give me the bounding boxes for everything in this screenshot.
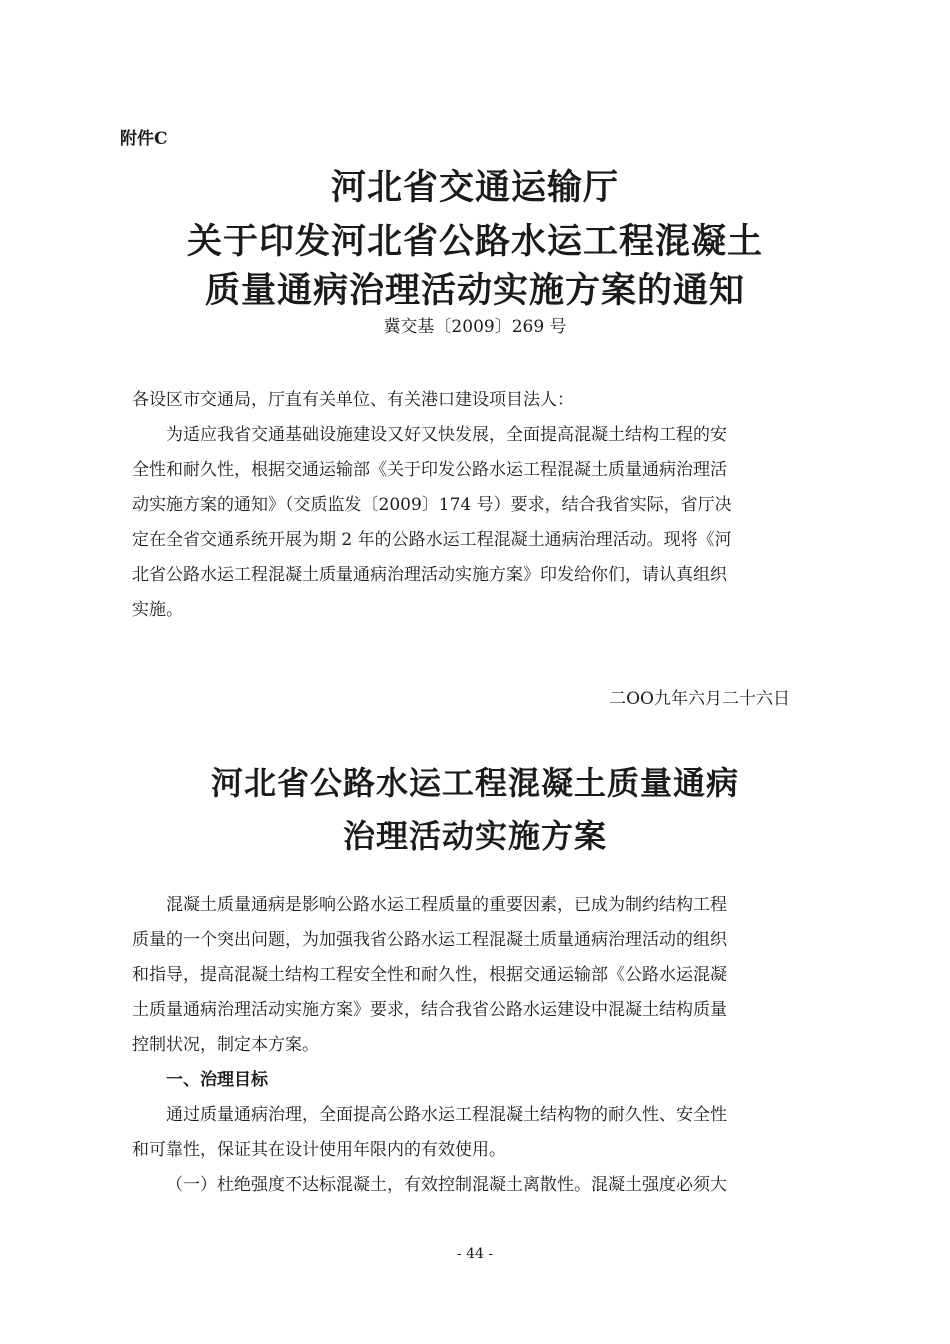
notice-title-line-2: 关于印发河北省公路水运工程混凝土 [186,222,763,262]
section-heading: 一、治理目标 [166,1070,268,1090]
notice-title-line-3: 质量通病治理活动实施方案的通知 [204,271,745,311]
plan-title-line-1: 河北省公路水运工程混凝土质量通病 [210,764,739,802]
item-line: （一）杜绝强度不达标混凝土，有效控制混凝土离散性。混凝土强度必须大 [166,1175,727,1195]
plan-intro-line: 土质量通病治理活动实施方案》要求，结合我省公路水运建设中混凝土结构质量 [132,1000,727,1020]
notice-title-line-1: 河北省交通运输厅 [330,168,619,208]
plan-body [132,888,794,1203]
plan-title-line-2: 治理活动实施方案 [342,817,607,855]
plan-intro-line: 控制状况，制定本方案。 [132,1035,319,1055]
page-number: - 44 - [456,1246,494,1262]
plan-intro-line: 混凝土质量通病是影响公路水运工程质量的重要因素，已成为制约结构工程 [166,895,727,915]
notice-body-line: 实施。 [132,600,183,620]
attachment-label: 附件C [120,129,168,149]
notice-body [132,383,794,628]
notice-date: 二OO九年六月二十六日 [609,689,790,709]
salutation: 各设区市交通局，厅直有关单位、有关港口建设项目法人： [132,390,574,410]
plan-intro-line: 质量的一个突出问题，为加强我省公路水运工程混凝土质量通病治理活动的组织 [132,930,727,950]
notice-body-line: 北省公路水运工程混凝土质量通病治理活动实施方案》印发给你们，请认真组织 [132,565,727,585]
section-body-line: 和可靠性，保证其在设计使用年限内的有效使用。 [132,1140,506,1160]
section-body-line: 通过质量通病治理，全面提高公路水运工程混凝土结构物的耐久性、安全性 [166,1105,727,1125]
notice-body-line: 动实施方案的通知》（交质监发〔2009〕174 号）要求，结合我省实际，省厅决 [132,495,732,515]
plan-intro-line: 和指导，提高混凝土结构工程安全性和耐久性，根据交通运输部《公路水运混凝 [132,965,727,985]
notice-body-line: 为适应我省交通基础设施建设又好又快发展，全面提高混凝土结构工程的安 [166,425,727,445]
document-number: 冀交基〔2009〕269 号 [383,317,567,337]
notice-body-line: 定在全省交通系统开展为期 2 年的公路水运工程混凝土通病治理活动。现将《河 [132,530,732,550]
notice-body-line: 全性和耐久性，根据交通运输部《关于印发公路水运工程混凝土质量通病治理活 [132,460,727,480]
